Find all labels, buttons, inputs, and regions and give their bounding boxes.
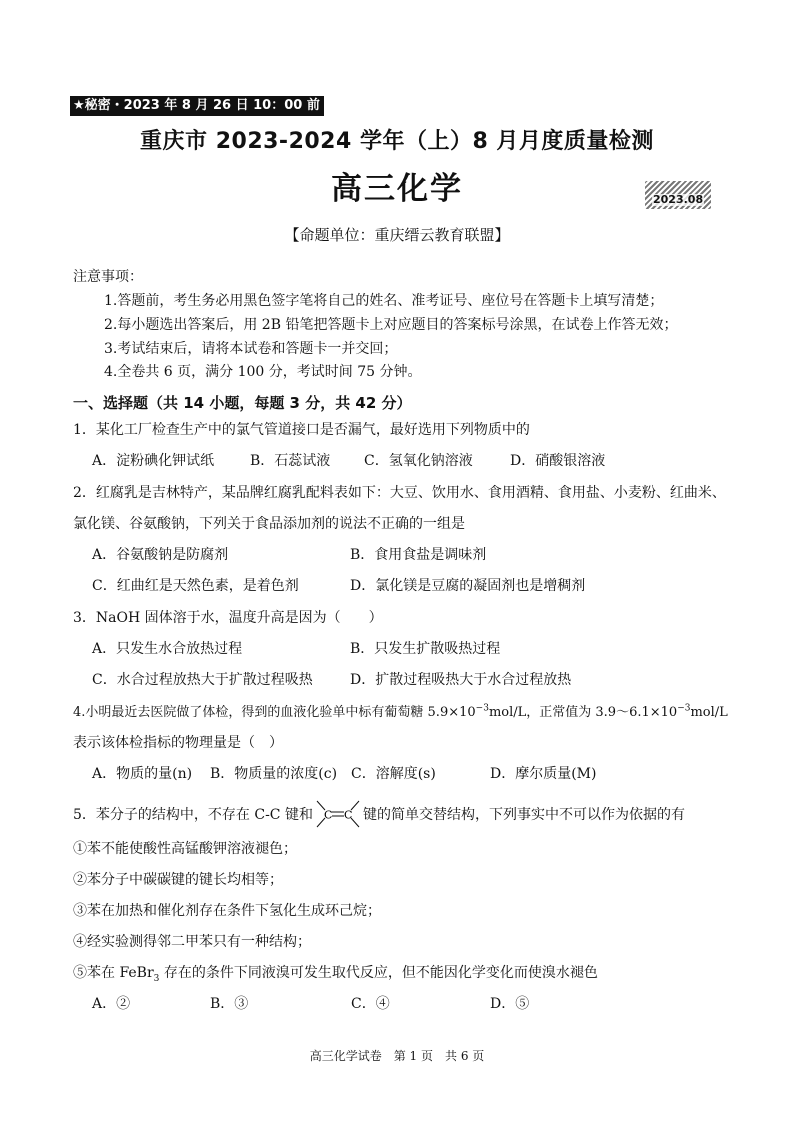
carbon-atom: C (343, 808, 353, 822)
question-3-option-d: D．扩散过程吸热大于水合过程放热 (350, 672, 572, 688)
question-5-fact-5-a: ⑤苯在 FeBr (73, 965, 154, 981)
question-5-fact: ④经实验测得邻二甲苯只有一种结构； (73, 934, 311, 950)
question-2-option-b: B．食用食盐是调味剂 (350, 547, 487, 563)
question-2-stem: 2．红腐乳是吉林特产，某品牌红腐乳配料表如下：大豆、饮用水、食用酒精、食用盐、小麦粉、红曲米、 (73, 485, 726, 501)
confidential-label: ★秘密・2023 年 8 月 26 日 10：00 前 (70, 96, 324, 116)
question-5-option-b: B．③ (210, 996, 249, 1012)
question-5-fact-5-b: 存在的条件下同液溴可发生取代反应，但不能因化学变化而使溴水褪色 (159, 965, 598, 981)
question-5-fact: ②苯分子中碳碳键的键长均相等； (73, 872, 283, 888)
question-5-fact (73, 962, 598, 984)
question-5-option-d: D．⑤ (490, 996, 530, 1012)
question-5-stem (73, 799, 685, 829)
question-5-option-a: A．② (92, 996, 131, 1012)
notice-item: 1.答题前，考生务必用黑色签字笔将自己的姓名、准考证号、座位号在答题卡上填写清楚； (104, 293, 664, 309)
double-bond-svg (315, 799, 361, 829)
subscript: 3 (153, 973, 160, 984)
subject-title: 高三化学 (331, 171, 463, 207)
question-5-fact: ③苯在加热和催化剂存在条件下氢化生成环己烷； (73, 903, 381, 919)
date-stamp (645, 181, 711, 209)
question-4-option-c: C．溶解度(s) (351, 766, 436, 782)
date-stamp-text: 2023.08 (653, 193, 704, 206)
question-1-option-c: C．氢氧化钠溶液 (364, 453, 473, 469)
question-4-option-d: D．摩尔质量(M) (490, 766, 597, 782)
question-3-option-a: A．只发生水合放热过程 (92, 641, 243, 657)
question-5-fact: ①苯不能使酸性高锰酸钾溶液褪色； (73, 841, 297, 857)
notice-item: 3.考试结束后，请将本试卷和答题卡一并交回； (104, 341, 398, 357)
question-4-stem-a: 4.小明最近去医院做了体检，得到的血液化验单中标有葡萄糖 5.9×10 (73, 705, 476, 720)
question-4-stem-b: mol/L，正常值为 3.9～6.1×10 (488, 705, 678, 720)
exam-title: 重庆市 2023-2024 学年（上）8 月月度质量检测 (140, 129, 654, 154)
question-4-option-a: A．物质的量(n) (92, 766, 193, 782)
question-1-option-a: A．淀粉碘化钾试纸 (92, 453, 215, 469)
question-3-option-b: B．只发生扩散吸热过程 (350, 641, 501, 657)
issuing-unit: 【命题单位：重庆缙云教育联盟】 (284, 226, 510, 244)
question-3-option-c: C．水合过程放热大于扩散过程吸热 (92, 672, 313, 688)
exponent: −3 (677, 703, 691, 714)
question-5-stem-b: 键的简单交替结构，下列事实中不可以作为依据的有 (362, 807, 685, 823)
question-4-stem-c: mol/L (690, 705, 728, 720)
section-heading: 一、选择题（共 14 小题，每题 3 分，共 42 分） (73, 394, 412, 412)
carbon-atom: C (323, 808, 333, 822)
question-1-option-b: B．石蕊试液 (250, 453, 331, 469)
question-1-option-d: D．硝酸银溶液 (510, 453, 606, 469)
question-2-option-a: A．谷氨酸钠是防腐剂 (92, 547, 229, 563)
question-3-stem: 3．NaOH 固体溶于水，温度升高是因为（ ） (73, 610, 383, 626)
question-4-stem (73, 701, 728, 720)
question-2-option-d: D．氯化镁是豆腐的凝固剂也是增稠剂 (350, 578, 586, 594)
question-2-stem-cont: 氯化镁、谷氨酸钠，下列关于食品添加剂的说法不正确的一组是 (73, 516, 465, 532)
notice-heading: 注意事项： (73, 269, 143, 285)
question-4-option-b: B．物质量的浓度(c) (210, 766, 338, 782)
notice-item: 4.全卷共 6 页，满分 100 分，考试时间 75 分钟。 (104, 364, 422, 380)
notice-item: 2.每小题选出答案后，用 2B 铅笔把答题卡上对应题目的答案标号涂黑，在试卷上作答无效； (104, 317, 678, 333)
question-5-option-c: C．④ (351, 996, 390, 1012)
question-2-option-c: C．红曲红是天然色素，是着色剂 (92, 578, 299, 594)
question-4-stem-cont: 表示该体检指标的物理量是（ ） (73, 735, 283, 751)
exponent: −3 (475, 703, 489, 714)
carbon-double-bond-diagram (315, 799, 361, 829)
question-5-stem-a: 5．苯分子的结构中，不存在 C-C 键和 (73, 807, 313, 823)
page-footer: 高三化学试卷 第 1 页 共 6 页 (309, 1049, 485, 1063)
question-1-stem: 1．某化工厂检查生产中的氯气管道接口是否漏气，最好选用下列物质中的 (73, 422, 530, 438)
